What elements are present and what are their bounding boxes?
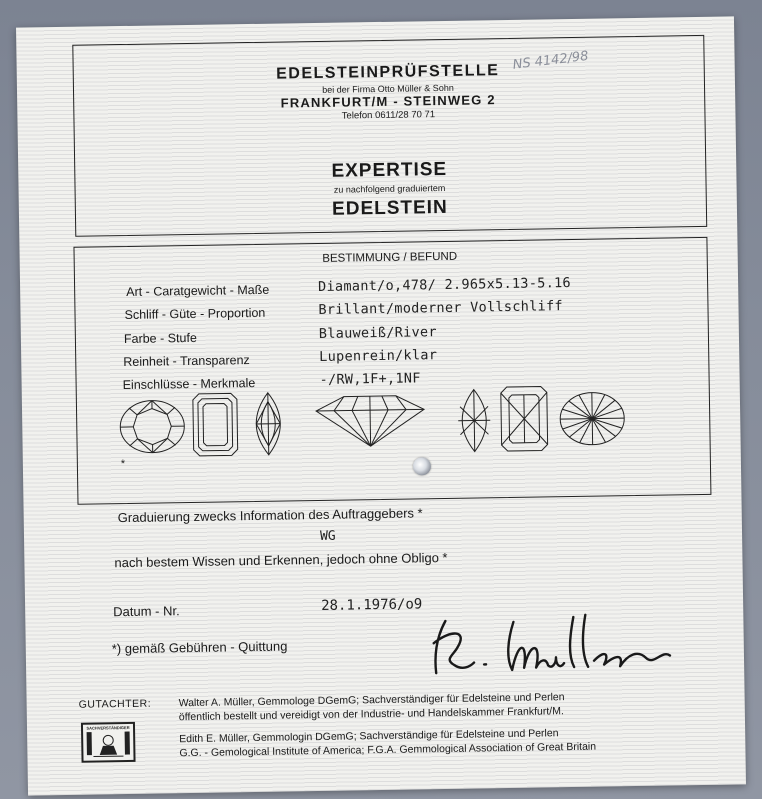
round-brilliant-bottom-icon [558,390,627,447]
findings-star-note: * [120,458,126,471]
expert-line-3: Edith E. Müller, Gemmologin DGemG; Sachverständige für Edelsteine und Perlen [179,727,559,746]
row-value-color: Blauweiß/River [318,324,437,342]
expertise-subtitle: zu nachfolgend graduiertem [333,182,446,195]
lab-subtitle: bei der Firma Otto Müller & Sohn [322,82,454,95]
row-value-clarity: Lupenrein/klar [319,347,438,365]
findings-section-title: BESTIMMUNG / BEFUND [322,250,458,265]
lab-phone: Telefon 0611/28 70 71 [341,109,436,122]
round-brilliant-top-icon [118,397,187,456]
row-label-cut: Schliff - Güte - Proportion [124,305,266,323]
fee-footnote: *) gemäß Gebühren - Quittung [111,638,288,657]
expert-seal-icon [81,722,136,763]
emerald-cut-bottom-icon [500,385,549,452]
reference-number: NS 4142/98 [511,48,590,73]
marquise-cut-icon [248,391,289,456]
signature [423,609,696,683]
date-value: 28.1.1976/o9 [321,596,423,614]
expert-line-1: Walter A. Müller, Gemmologe DGemG; Sachverständiger für Edelsteine und Perlen [178,691,565,710]
date-label: Datum - Nr. [113,603,180,620]
row-label-type: Art - Caratgewicht - Maße [126,282,270,299]
emerald-cut-icon [192,392,239,457]
graduation-purpose: Graduierung zwecks Information des Auftraggebers * [117,505,423,526]
row-label-inclusions: Einschlüsse - Merkmale [122,375,256,393]
row-label-clarity: Reinheit - Transparenz [123,353,250,370]
expert-line-4: G.G. - Gemological Institute of America; F.G.A. Gemmological Association of Great Britain [179,740,597,760]
graduation-disclaimer: nach bestem Wissen und Erkennen, jedoch ohne Obligo * [114,549,448,571]
row-label-color: Farbe - Stufe [123,330,197,347]
expert-line-2: öffentlich bestellt und vereidigt von der Industrie- und Handelskammer Frankfurt/M. [178,705,564,724]
lab-title: EDELSTEINPRÜFSTELLE [276,62,500,83]
expertise-title: EXPERTISE [331,158,448,182]
certificate-paper [16,16,746,795]
brilliant-side-profile-icon [314,393,427,449]
row-value-cut: Brillant/moderner Vollschliff [318,298,563,318]
lab-address: FRANKFURT/M - STEINWEG 2 [280,92,496,111]
row-value-inclusions: -/RW,1F+,1NF [319,370,421,388]
row-value-type: Diamant/o,478/ 2.965x5.13-5.16 [317,275,572,295]
gemstone-title: EDELSTEIN [331,196,448,220]
marquise-cut-bottom-icon [454,388,495,453]
experts-label: GUTACHTER: [78,697,152,711]
graduation-initials: WG [319,528,336,544]
seal-text: SACHVERSTÄNDIGER [86,724,130,731]
